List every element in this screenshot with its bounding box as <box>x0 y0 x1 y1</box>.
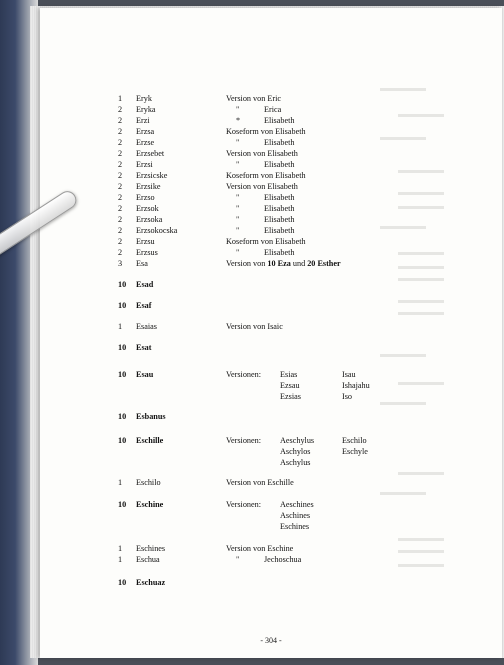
entry-name: Esaias <box>136 322 157 331</box>
entry-name: Erzsike <box>136 182 161 191</box>
list-item <box>40 478 502 490</box>
list-item <box>40 322 502 334</box>
entry-description: Koseform von Elisabeth <box>226 237 306 246</box>
description-part: und <box>290 259 308 268</box>
entry-number: 2 <box>118 127 123 136</box>
entry-reference: Elisabeth <box>264 193 295 202</box>
entry-reference: Erica <box>264 105 282 114</box>
entry-number: 2 <box>118 116 123 125</box>
list-item <box>40 343 502 355</box>
entry-number: 1 <box>118 94 123 103</box>
entry-name: Esad <box>136 280 154 289</box>
entry-number: 10 <box>118 301 127 310</box>
entry-name: Erzsa <box>136 127 155 136</box>
bleed-through-mark <box>398 382 444 385</box>
entry-name: Eschines <box>136 544 166 553</box>
entry-description: Koseform von Elisabeth <box>226 127 306 136</box>
entry-name: Esbanus <box>136 412 166 421</box>
entry-name: Erzsu <box>136 237 155 246</box>
ditto-mark: " <box>236 160 240 169</box>
version-name: Aeschines <box>280 500 314 509</box>
entry-number: 10 <box>118 343 127 352</box>
entry-description: Koseform von Elisabeth <box>226 171 306 180</box>
entry-number: 2 <box>118 182 123 191</box>
ditto-mark: " <box>236 555 240 564</box>
ditto-mark: " <box>236 138 240 147</box>
entry-description: Version von Elisabeth <box>226 182 298 191</box>
entry-number: 2 <box>118 193 123 202</box>
version-name: Aschines <box>280 511 311 520</box>
entry-reference: Elisabeth <box>264 160 295 169</box>
bleed-through-mark <box>380 492 426 495</box>
entry-description: Version von Eric <box>226 94 282 103</box>
ditto-mark: " <box>236 105 240 114</box>
ditto-mark: " <box>236 193 240 202</box>
version-name: Eschyle <box>342 447 368 456</box>
list-item <box>40 301 502 313</box>
entry-number: 1 <box>118 478 123 487</box>
list-item <box>40 370 502 401</box>
entry-number: 2 <box>118 149 123 158</box>
entry-description <box>226 259 341 268</box>
entry-description: Version von Isaic <box>226 322 283 331</box>
entry-name: Eryka <box>136 105 156 114</box>
list-item <box>40 436 502 467</box>
entry-number: 3 <box>118 259 123 268</box>
entry-name: Esaf <box>136 301 152 310</box>
version-name: Ezsias <box>280 392 301 401</box>
entry-number: 10 <box>118 280 127 289</box>
entry-name: Erzsok <box>136 204 159 213</box>
description-part: Version von <box>226 259 268 268</box>
entry-number: 1 <box>118 322 123 331</box>
entry-reference: Elisabeth <box>264 226 295 235</box>
entry-name: Erzsicske <box>136 171 168 180</box>
entry-name: Erzi <box>136 116 150 125</box>
entry-reference: Elisabeth <box>264 138 295 147</box>
bleed-through-mark <box>398 472 444 475</box>
entry-number: 10 <box>118 578 127 587</box>
list-item <box>40 500 502 531</box>
ditto-mark: " <box>236 248 240 257</box>
entry-name: Erzse <box>136 138 155 147</box>
entry-description: Version von Eschille <box>226 478 294 487</box>
entry-name: Erzso <box>136 193 155 202</box>
entry-number: 2 <box>118 237 123 246</box>
list-item <box>40 412 502 424</box>
entry-number: 10 <box>118 370 127 379</box>
entry-name: Erzsokocska <box>136 226 178 235</box>
description-part: 10 Eza <box>267 259 291 268</box>
description-part: 20 Esther <box>307 259 341 268</box>
ditto-mark: " <box>236 226 240 235</box>
entry-name: Erzsi <box>136 160 153 169</box>
entry-name: Eschua <box>136 555 160 564</box>
version-name: Esias <box>280 370 298 379</box>
entry-number: 2 <box>118 105 123 114</box>
bleed-through-mark <box>380 88 426 91</box>
versions-label: Versionen: <box>226 500 262 509</box>
entry-number: 10 <box>118 412 127 421</box>
entry-number: 2 <box>118 138 123 147</box>
entry-description: Version von Eschine <box>226 544 294 553</box>
entry-reference: Elisabeth <box>264 215 295 224</box>
entry-name: Eryk <box>136 94 152 103</box>
bleed-through-mark <box>398 538 444 541</box>
list-item <box>40 578 502 590</box>
entry-reference: Elisabeth <box>264 248 295 257</box>
ditto-mark: " <box>236 204 240 213</box>
entry-number: 2 <box>118 215 123 224</box>
entry-name: Eschille <box>136 436 164 445</box>
entry-number: 2 <box>118 171 123 180</box>
list-item <box>40 555 502 567</box>
list-item <box>40 259 502 271</box>
entry-number: 2 <box>118 160 123 169</box>
version-name: Aschylos <box>280 447 311 456</box>
entry-reference: Elisabeth <box>264 204 295 213</box>
entry-name: Esa <box>136 259 148 268</box>
version-name: Iso <box>342 392 353 401</box>
book-page <box>40 8 502 658</box>
entry-name: Eschilo <box>136 478 161 487</box>
entry-number: 2 <box>118 204 123 213</box>
entry-name: Eschuaz <box>136 578 166 587</box>
entry-number: 2 <box>118 248 123 257</box>
ditto-mark: " <box>236 215 240 224</box>
entry-name: Esat <box>136 343 152 352</box>
version-name: Aeschylus <box>280 436 315 445</box>
version-name: Eschilo <box>342 436 367 445</box>
version-name: Eschines <box>280 522 310 531</box>
entry-number: 10 <box>118 500 127 509</box>
version-name: Ezsau <box>280 381 300 390</box>
entry-number: 2 <box>118 226 123 235</box>
versions-label: Versionen: <box>226 436 262 445</box>
entry-number: 10 <box>118 436 127 445</box>
entry-number: 1 <box>118 555 123 564</box>
entry-name: Esau <box>136 370 154 379</box>
page-number: - 304 - <box>260 636 282 645</box>
entry-name: Erzsus <box>136 248 158 257</box>
entry-reference: Elisabeth <box>264 116 295 125</box>
version-name: Ishajahu <box>342 381 370 390</box>
entry-name: Erzsoka <box>136 215 163 224</box>
entry-name: Erzsebet <box>136 149 165 158</box>
versions-label: Versionen: <box>226 370 262 379</box>
entry-name: Eschine <box>136 500 164 509</box>
version-name: Isau <box>342 370 356 379</box>
entry-number: 1 <box>118 544 123 553</box>
entry-description: Version von Elisabeth <box>226 149 298 158</box>
version-name: Aschylus <box>280 458 311 467</box>
entry-reference: Jechoschua <box>264 555 302 564</box>
ditto-mark: * <box>236 116 241 125</box>
list-item <box>40 280 502 292</box>
bleed-through-mark <box>380 402 426 405</box>
